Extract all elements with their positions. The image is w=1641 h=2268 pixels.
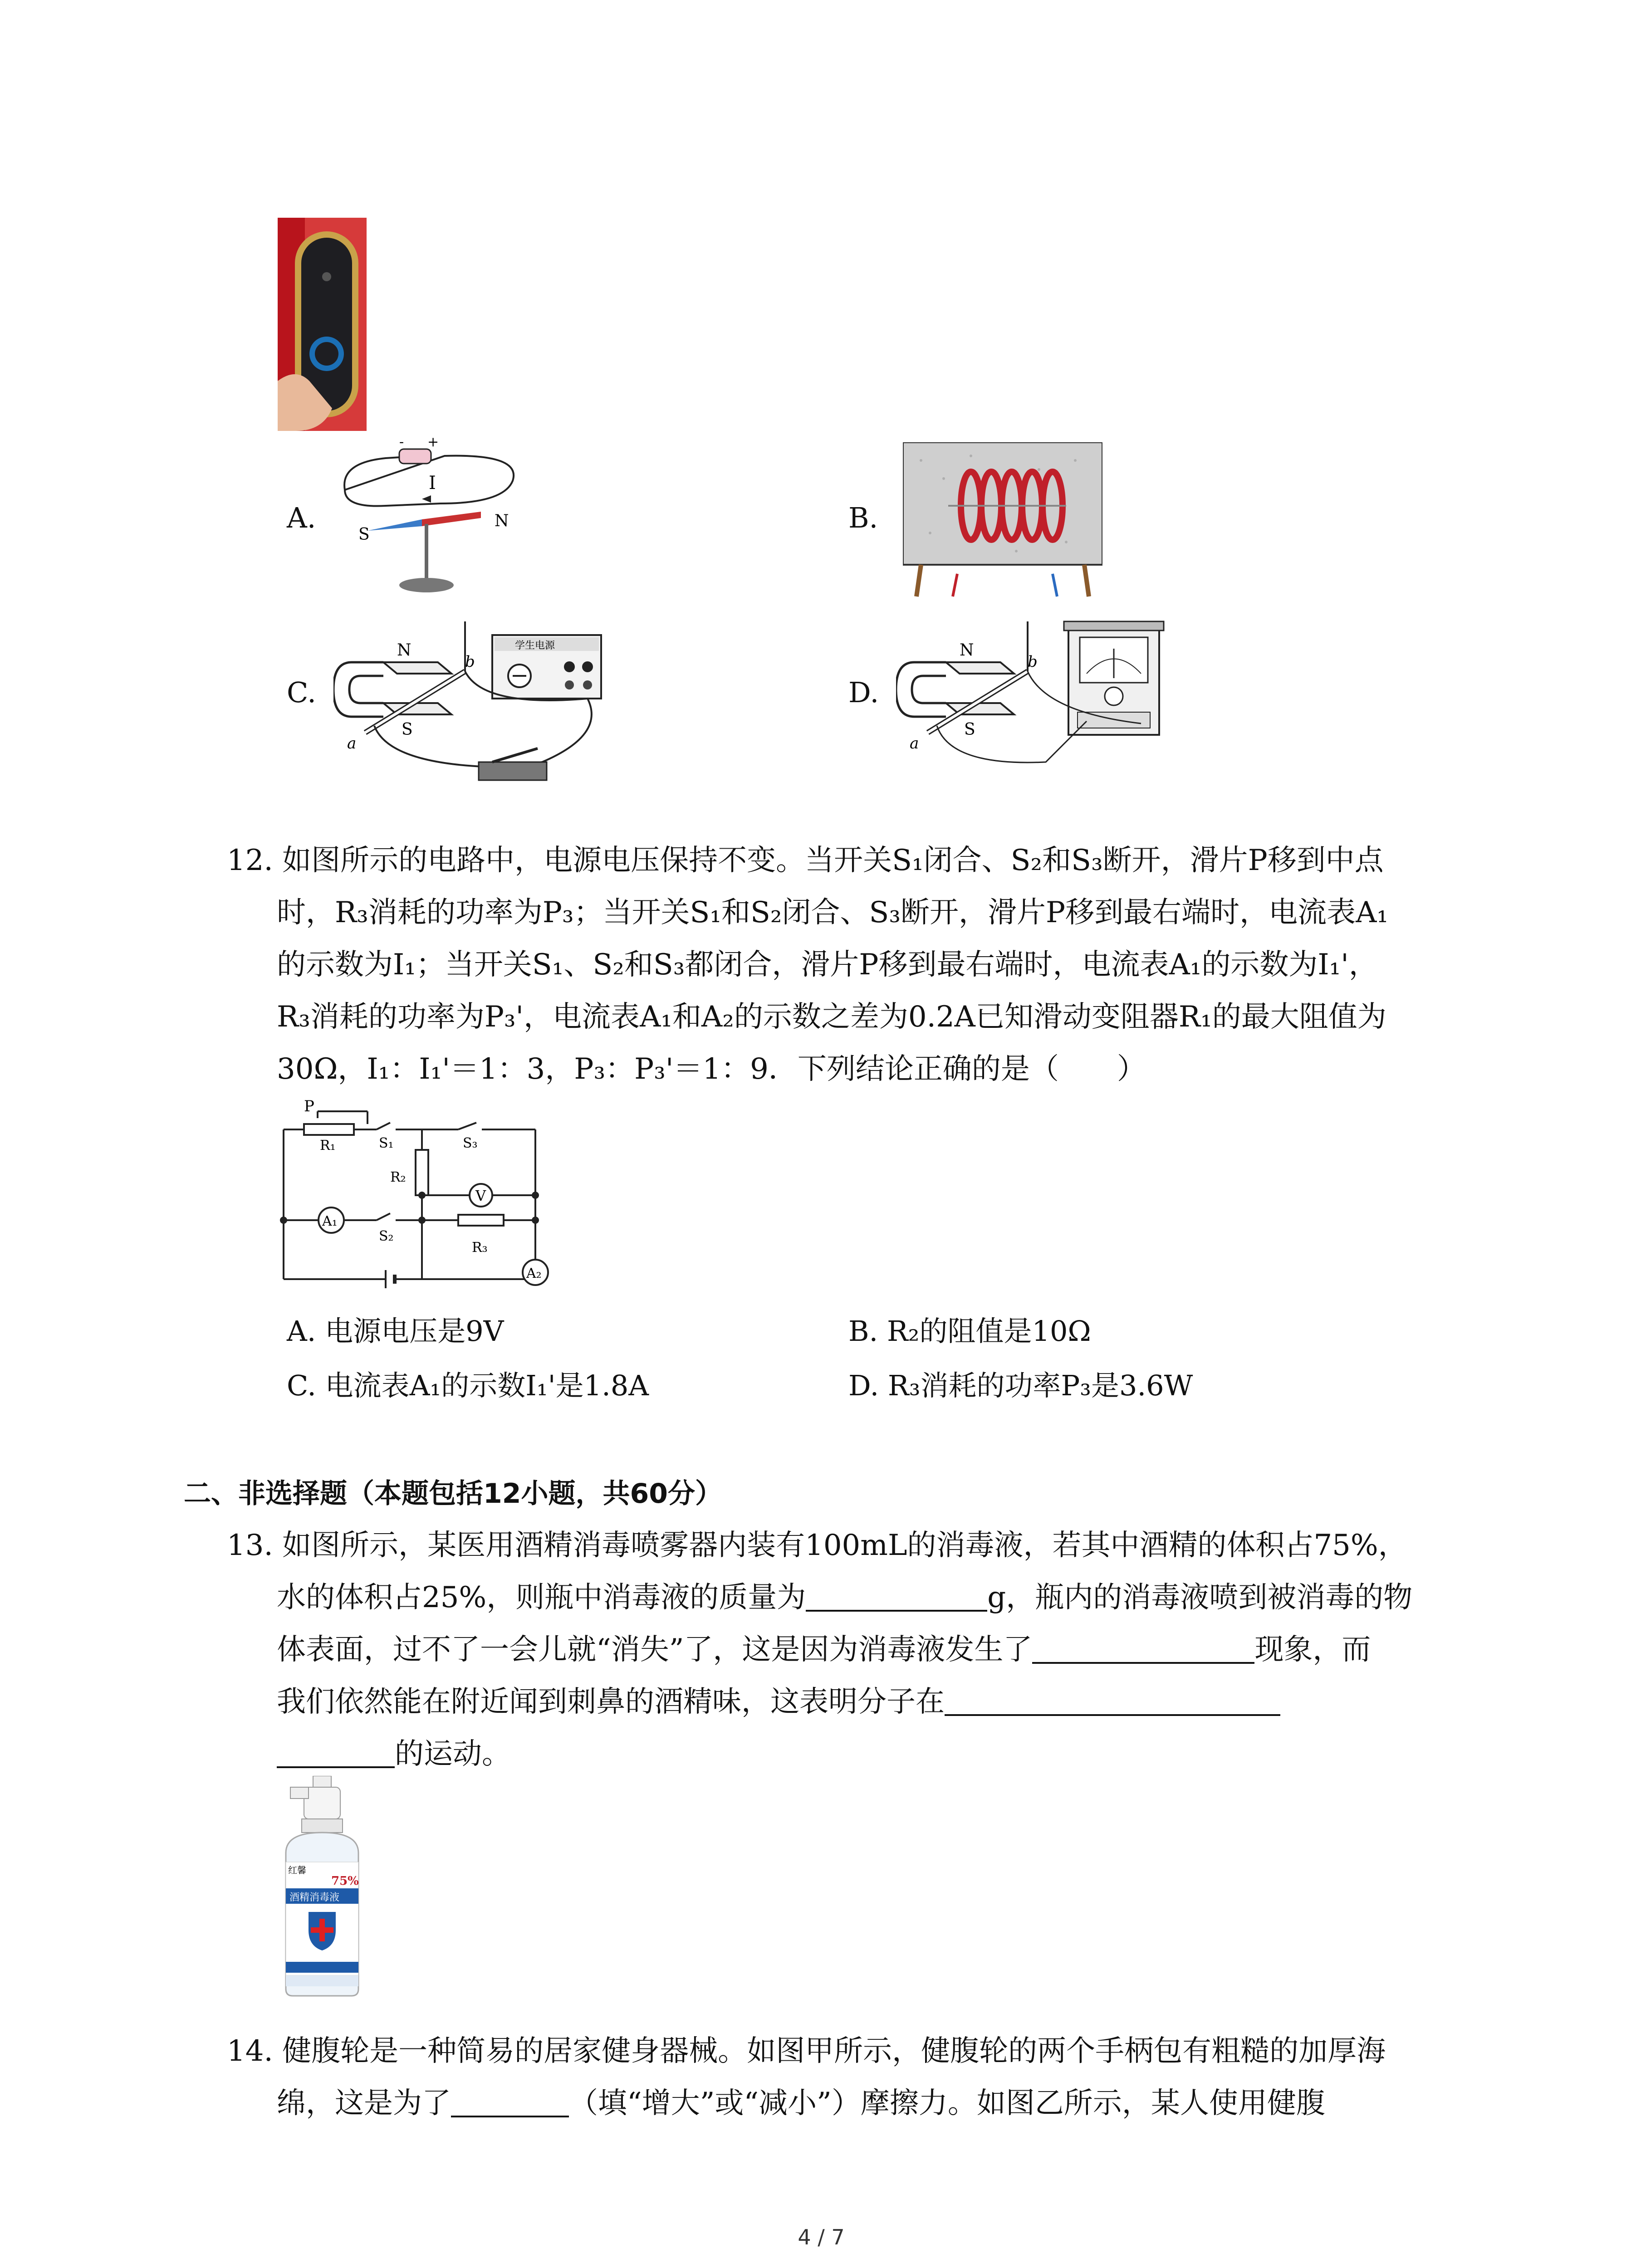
figure-c-motor <box>333 617 624 785</box>
q14-blank-friction[interactable] <box>451 2087 569 2117</box>
q13-line-2: 水的体积占25%，则瓶中消毒液的质量为 g，瓶内的消毒液喷到被消毒的物 <box>277 1581 1413 1614</box>
q12-line-3: 的示数为I₁；当开关S₁、S₂和S₃都闭合，滑片P移到最右端时，电流表A₁的示数为I₁'， <box>277 948 1378 982</box>
q13-blank-mass[interactable] <box>806 1581 987 1612</box>
supply-label: 学生电源 <box>515 640 555 651</box>
q12-option-b: B. R₂的阻值是10Ω <box>848 1315 1091 1348</box>
current-label: I <box>429 473 436 494</box>
q12-line-1: 12. 如图所示的电路中，电源电压保持不变。当开关S₁闭合、S₂和S₃断开，滑片P移到中点 <box>227 844 1384 877</box>
magnet-s: S <box>964 720 975 739</box>
bottle-brand: 红馨 <box>288 1865 306 1876</box>
circuit-s3: S₃ <box>463 1135 478 1151</box>
option-b-label: B. <box>848 501 878 534</box>
q12-option-a: A. 电源电压是9V <box>287 1315 504 1348</box>
option-d-label: D. <box>848 676 879 709</box>
needle-s: S <box>358 525 370 544</box>
magnet-s: S <box>402 720 413 739</box>
section-2-heading: 二、非选择题（本题包括12小题，共60分） <box>184 1478 722 1510</box>
q14-line-2: 绵，这是为了 （填“增大”或“减小”）摩擦力。如图乙所示，某人使用健腹 <box>277 2087 1325 2120</box>
q13-line-3: 体表面，过不了一会儿就“消失”了，这是因为消毒液发生了 现象，而 <box>277 1633 1371 1667</box>
circuit-v: V <box>475 1187 486 1204</box>
q13-line-4: 我们依然能在附近闻到刺鼻的酒精味，这表明分子在 <box>277 1678 1280 1720</box>
battery-plus: + <box>427 435 439 450</box>
circuit-a1: A₁ <box>322 1213 338 1229</box>
needle-n: N <box>495 512 509 530</box>
bottle-name: 酒精消毒液 <box>289 1892 340 1903</box>
q12-circuit-diagram <box>277 1098 558 1297</box>
figure-b-coil <box>903 442 1102 599</box>
option-c-label: C. <box>287 676 316 709</box>
q13-line-5: 的运动。 <box>277 1730 511 1772</box>
circuit-a2: A₂ <box>526 1266 542 1281</box>
rod-a: a <box>910 734 919 753</box>
circuit-s1: S₁ <box>379 1135 394 1151</box>
q12-option-c: C. 电流表A₁的示数I₁'是1.8A <box>287 1369 649 1402</box>
q13-blank-motion[interactable] <box>945 1685 1280 1716</box>
rod-b: b <box>465 653 475 671</box>
q12-option-d: D. R₃消耗的功率P₃是3.6W <box>848 1369 1193 1402</box>
q12-line-5: 30Ω，I₁：I₁'＝1：3，P₃：P₃'＝1：9．下列结论正确的是（ ） <box>277 1052 1146 1086</box>
alcohol-spray-bottle-image <box>277 1776 374 1998</box>
q13-blank-motion-cont[interactable] <box>277 1737 395 1768</box>
circuit-p: P <box>304 1098 314 1115</box>
circuit-s2: S₂ <box>379 1228 394 1244</box>
rod-a: a <box>347 734 357 753</box>
q12-line-2: 时，R₃消耗的功率为P₃；当开关S₁和S₂闭合、S₃断开，滑片P移到最右端时，电流表A₁ <box>277 896 1388 929</box>
circuit-r1: R₁ <box>320 1138 336 1154</box>
bottle-pct: 75% <box>331 1874 359 1888</box>
q13-line-1: 13. 如图所示，某医用酒精消毒喷雾器内装有100mL的消毒液，若其中酒精的体积占75%， <box>227 1529 1407 1562</box>
figure-d-generator <box>896 617 1177 785</box>
q14-line-1: 14. 健腹轮是一种简易的居家健身器械。如图甲所示，健腹轮的两个手柄包有粗糙的加厚海 <box>227 2034 1386 2068</box>
page-number: 4 / 7 <box>798 2225 845 2249</box>
figure-a-oersted <box>331 435 531 608</box>
magnet-n: N <box>960 641 974 660</box>
circuit-r2: R₂ <box>390 1169 406 1185</box>
battery-minus: - <box>399 435 404 450</box>
circuit-r3: R₃ <box>472 1240 488 1256</box>
q13-blank-phenomenon[interactable] <box>1032 1633 1254 1664</box>
q12-line-4: R₃消耗的功率为P₃'，电流表A₁和A₂的示数之差为0.2A已知滑动变阻器R₁的最大阻值为 <box>277 1000 1386 1034</box>
option-a-label: A. <box>287 501 316 534</box>
doorbell-image <box>278 218 367 431</box>
magnet-n: N <box>397 641 411 660</box>
rod-b: b <box>1028 653 1038 671</box>
